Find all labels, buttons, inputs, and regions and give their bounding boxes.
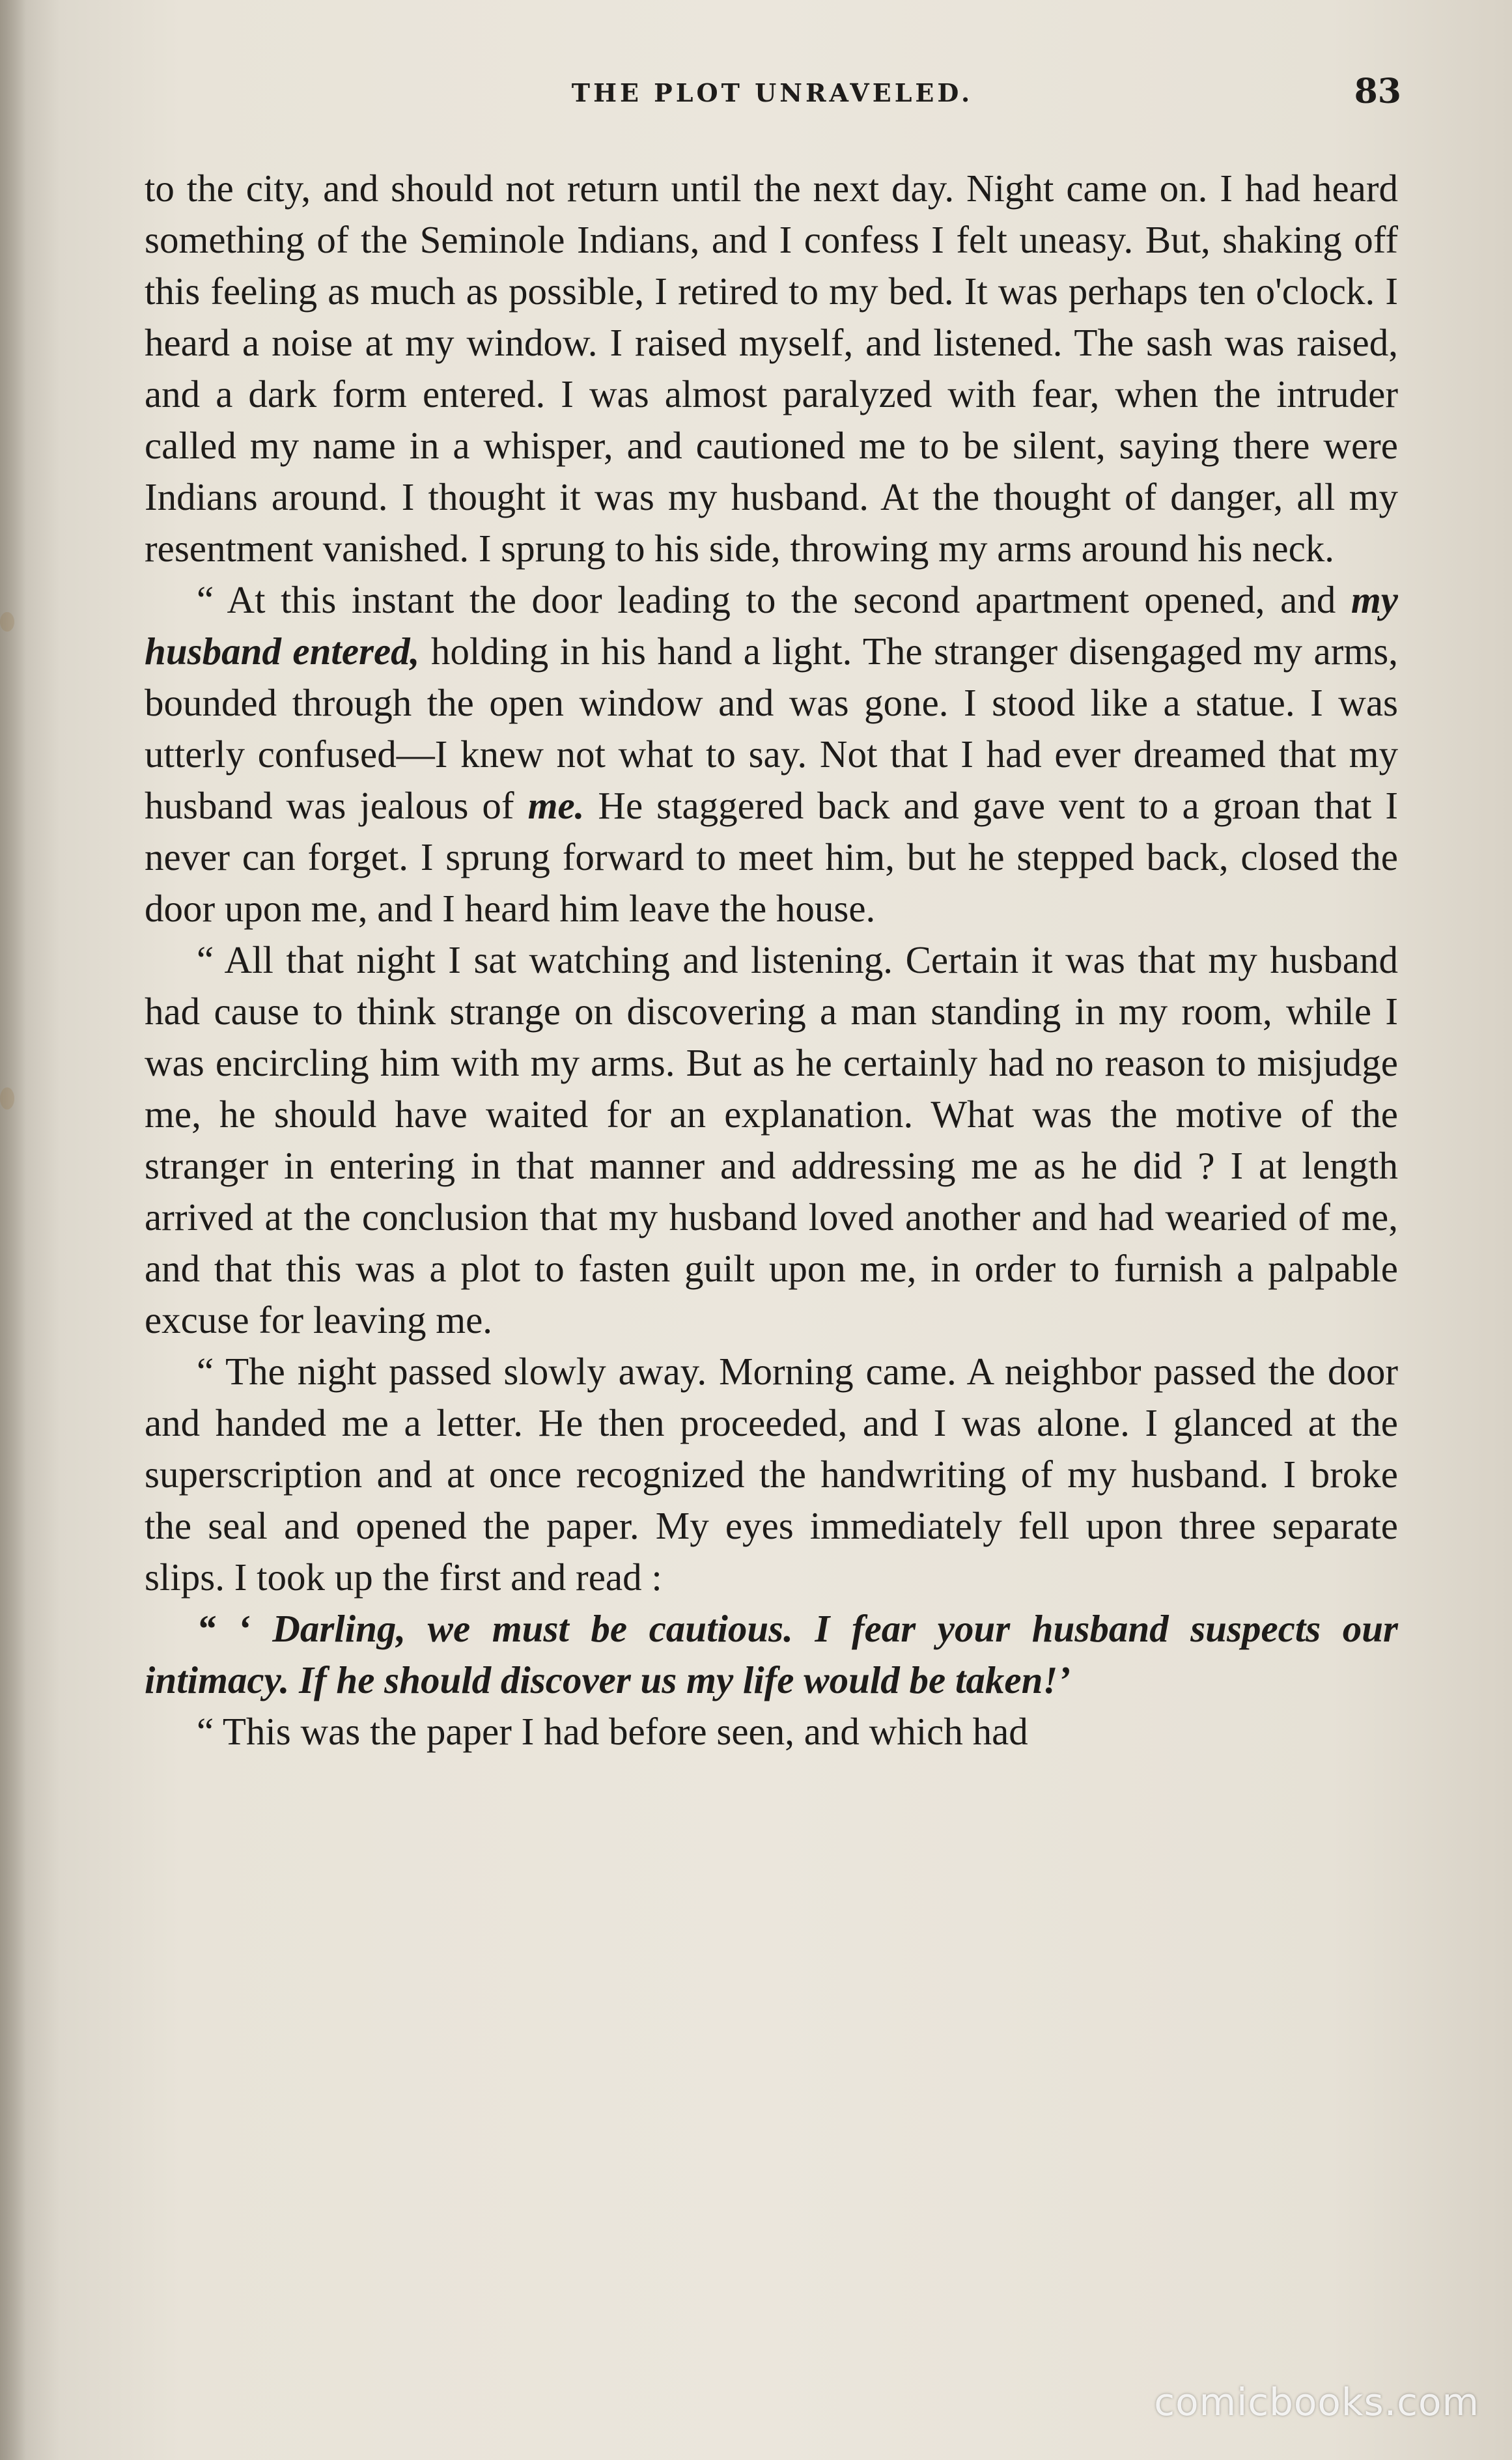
text-run: “ At this instant the door leading to the second apartment opened, and [197,578,1351,621]
text-run: “ The night passed slowly away. Morning came. A neighbor passed the door and handed me a letter. He then proceeded, and I was alone. I glanced at the superscription and at once recognized the handwriting of my husband. I broke the seal and opened the paper. My eyes immediately fell upon three separate slips. I took up the first and read : [145,1350,1398,1599]
body-text [145,163,1398,1757]
page-header [143,72,1401,117]
text-run: “ This was the paper I had before seen, and which had [197,1710,1028,1753]
paragraph [145,1603,1398,1706]
paragraph [145,1706,1398,1757]
running-head: THE PLOT UNRAVELED. [571,78,973,107]
paragraph [145,163,1398,574]
page-number: 83 [1354,72,1401,111]
paragraph [145,1346,1398,1603]
italic-text: me. [527,784,585,827]
paragraph [145,574,1398,934]
text-run: to the city, and should not return until the next day. Night came on. I had heard something of the Seminole Indians, and I confess I felt uneasy. But, shaking off this feeling as much as possible, I retired to my bed. It was perhaps ten o'clock. I heard a noise at my window. I raised myself, and listened. The sash was raised, and a dark form entered. I was almost paralyzed with fear, when the intruder called my name in a whisper, and cautioned me to be silent, saying there were Indians around. I thought it was my husband. At the thought of danger, all my resentment vanished. I sprung to his side, throwing my arms around his neck. [145,167,1398,570]
page-stain [0,612,14,632]
italic-text: my husband entered, [145,578,1398,673]
italic-text: “ ‘ Darling, we must be cautious. I fear your husband suspects our intimacy. If he should discover us my life would be taken!’ [145,1607,1398,1701]
text-run: He staggered back and gave vent to a groan that I never can forget. I sprung forward to meet him, but he stepped back, closed the door upon me, and I heard him leave the house. [145,784,1398,930]
site-watermark: comicbooks.com [1154,2380,1479,2424]
paragraph [145,934,1398,1346]
text-run: holding in his hand a light. The stranger disengaged my arms, bounded through the open window and was gone. I stood like a statue. I was utterly confused—I knew not what to say. Not that I had ever dreamed that my husband was jealous of [145,630,1398,827]
text-run: “ All that night I sat watching and listening. Certain it was that my husband had cause to think strange on discovering a man standing in my room, while I was encircling him with my arms. But as he certainly had no reason to misjudge me, he should have waited for an explanation. What was the motive of the stranger in entering in that manner and addressing me as he did ? I at length arrived at the conclusion that my husband loved another and had wearied of me, and that this was a plot to fasten guilt upon me, in order to furnish a palpable excuse for leaving me. [145,938,1398,1341]
page-stain [0,1087,14,1110]
